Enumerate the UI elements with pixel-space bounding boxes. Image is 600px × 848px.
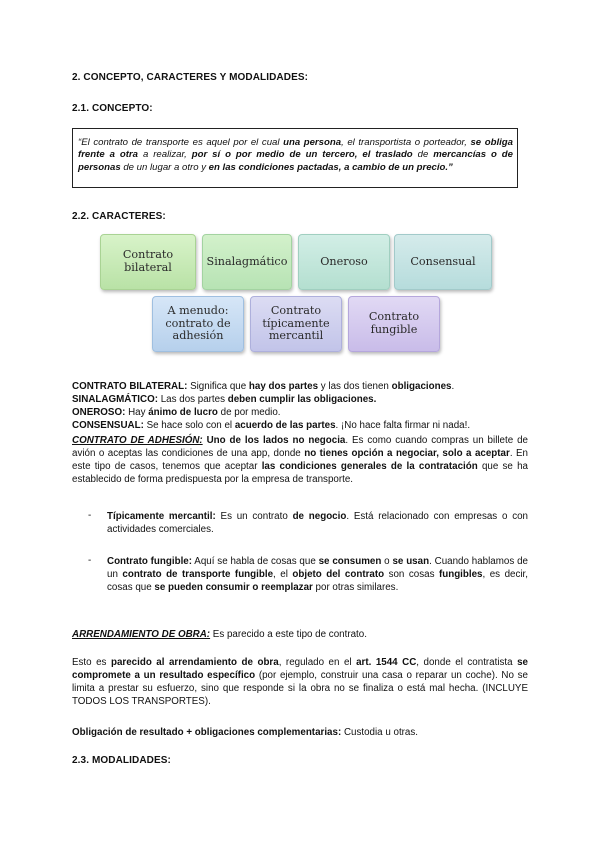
subsection-heading-modalidades: 2.3. MODALIDADES: (72, 755, 171, 766)
diagram-box-consensual: Consensual (394, 234, 492, 290)
subsection-heading-caracteres: 2.2. CARACTERES: (72, 211, 166, 222)
paragraph-adhesion: CONTRATO DE ADHESIÓN: Uno de los lados no negocia. Es como cuando compras un billete de avión o aceptas las condiciones de una app, donde no tienes opción a negociar, solo a aceptar. En este tipo de casos, tenemos que aceptar las condiciones generales de la contratación que se ha establecido de forma predispuesta por la empresa de transporte. (72, 435, 529, 485)
subsection-heading-concepto: 2.1. CONCEPTO: (72, 103, 153, 114)
bullet-marker: - (88, 555, 92, 566)
diagram-box-contrato-bilateral: Contrato bilateral (100, 234, 196, 290)
diagram-box-adhesion: A menudo: contrato de adhesión (152, 296, 244, 352)
caracteres-diagram (98, 228, 516, 360)
section-heading: 2. CONCEPTO, CARACTERES Y MODALIDADES: (72, 72, 309, 83)
bullet-marker: - (88, 510, 92, 521)
paragraph-bilateral: CONTRATO BILATERAL: Significa que hay dos partes y las dos tienen obligaciones. (72, 381, 455, 392)
paragraph-arrendamiento-title: ARRENDAMIENTO DE OBRA: Es parecido a este tipo de contrato. (72, 629, 367, 640)
bullet-fungible: Contrato fungible: Aquí se habla de cosas que se consumen o se usan. Cuando hablamos de un contrato de transporte fungible, el objeto del contrato son cosas fungibles, es decir, cosas que se pueden consumir o reemplazar por otras similares. (107, 556, 528, 593)
paragraph-obligacion: Obligación de resultado + obligaciones complementarias: Custodia u otras. (72, 727, 419, 738)
paragraph-consensual: CONSENSUAL: Se hace solo con el acuerdo de las partes. ¡No hace falta firmar ni nada!. (72, 420, 471, 431)
diagram-box-fungible: Contrato fungible (348, 296, 440, 352)
paragraph-oneroso: ONEROSO: Hay ánimo de lucro de por medio. (72, 407, 281, 418)
diagram-box-mercantil: Contrato típicamente mercantil (250, 296, 342, 352)
paragraph-sinalagmatico: SINALAGMÁTICO: Las dos partes deben cumplir las obligaciones. (72, 394, 377, 405)
bullet-mercantil: Típicamente mercantil: Es un contrato de negocio. Está relacionado con empresas o con actividades comerciales. (107, 511, 528, 535)
concept-quote-box: “El contrato de transporte es aquel por el cual una persona, el transportista o porteador, se obliga frente a otra a realizar, por sí o por medio de un tercero, el traslado de mercancías o de personas de un lugar a otro y en las condiciones pactadas, a cambio de un precio.” (72, 128, 518, 188)
diagram-box-oneroso: Oneroso (298, 234, 390, 290)
paragraph-arrendamiento: Esto es parecido al arrendamiento de obra, regulado en el art. 1544 CC, donde el contratista se compromete a un resultado específico (por ejemplo, construir una casa o reparar un coche). No se limita a prestar su esfuerzo, sino que responde si la obra no se finaliza o está mal hecha. (INCLUYE TODOS LOS TRANSPORTES). (72, 657, 528, 707)
diagram-box-sinalagmatico: Sinalagmático (202, 234, 292, 290)
